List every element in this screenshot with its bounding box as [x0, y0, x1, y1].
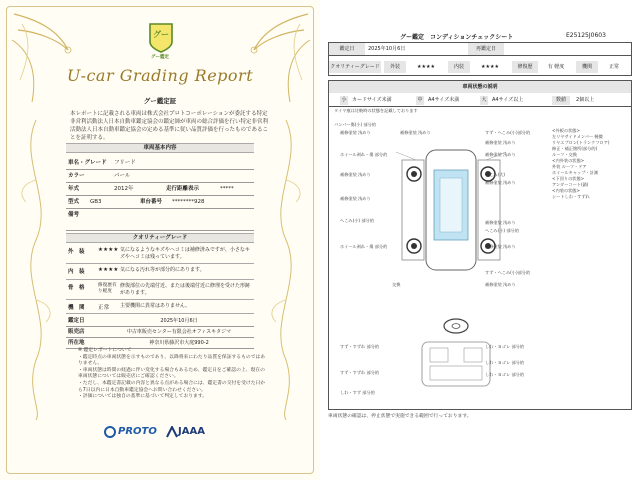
- header-divider: [329, 55, 631, 56]
- damage-label: 補修塗装 浅めり: [485, 282, 516, 287]
- grade-row-interior: [66, 264, 254, 280]
- grade-key: 骨 格: [68, 285, 85, 291]
- legend-line: ルーフ・交換: [552, 152, 577, 157]
- reinspection-label: 再鑑定日: [468, 43, 504, 55]
- damage-label: 補修塗装 浅めり: [340, 130, 371, 135]
- damage-label: ホイール剥れ・傷 部分的: [340, 152, 388, 157]
- damage-label: しわ・ヨゴレ 部分的: [485, 360, 525, 365]
- size-key-medium: 中: [417, 97, 423, 103]
- certificate-subtitle: グー鑑定証: [143, 97, 177, 105]
- legend-line: シートしわ・すずれ: [552, 194, 590, 199]
- car-diagram-icon: [396, 130, 506, 390]
- inspection-date-label: 鑑定日: [329, 43, 365, 55]
- grade-desc: 修復部位の先端付近、または後端付近に修理を受けた形跡があります。: [120, 283, 251, 296]
- goo-kantei-badge-icon: [148, 22, 174, 54]
- mileage-value: *****: [220, 186, 234, 192]
- size-value-medium: A4サイズ未満: [428, 97, 460, 103]
- remarks-label: 備考: [68, 212, 80, 218]
- jaaa-logo-icon: [166, 426, 178, 438]
- ornament-left-vine: [8, 120, 64, 420]
- grade-desc: 気になるようなキズやヘコミは補修済みですが、小さなキズやヘコミは残っています。: [120, 247, 250, 260]
- mileage-label: 走行距離表示: [166, 186, 200, 192]
- grade-stars: ★★★★: [98, 247, 119, 253]
- sheet-footer-note: 車両状態の確認は、停止状態で実施できる範囲で行っております。: [328, 414, 472, 419]
- damage-label: すず・へこみ(小)部分的: [485, 130, 531, 135]
- item-value-exterior: ★★★★: [417, 63, 435, 70]
- legend-line: ホイールキャップ・計測: [552, 170, 598, 175]
- vehicle-key: 年式: [68, 186, 80, 192]
- size-value-large: A4サイズ以上: [492, 97, 524, 103]
- ornament-top-left: [8, 10, 78, 110]
- certificate-title: U-car Grading Report: [66, 66, 254, 85]
- note-line: ※ 鑑定レポートについて: [78, 348, 132, 353]
- vehicle-section-header: 車両基本内容: [66, 143, 254, 153]
- certificate-intro: 本レポートに記載される車両は株式会社プロトコーポレーションが委託する特定非営利活動法人日本自動車鑑定協会の鑑定師が車両の総合評価を行い特定非営利活動法人日本自動車鑑定協会の定める基準に従い品質評価を行ったものであることを証明する。: [70, 111, 269, 141]
- damage-label: しわ・ヨゴレ 部分的: [485, 372, 525, 377]
- damage-label: すず・すずれ 部分的: [340, 344, 380, 349]
- damage-label: 補修塗装 浅めり: [485, 140, 516, 145]
- vehicle-row-remarks: [66, 209, 254, 231]
- item-key-engine: 機関: [576, 61, 598, 73]
- condition-legend: [552, 128, 622, 200]
- grade-row-exterior: [66, 244, 254, 264]
- legend-line: <内外装の状態>: [552, 158, 585, 163]
- damage-label: 補修塗装 浅めり: [485, 244, 516, 249]
- vehicle-row-year: [66, 183, 254, 196]
- damage-label: へこみ(大): [485, 172, 506, 177]
- note-line: ・ただし、本鑑定書記載の内容と異なる点がある場合には、鑑定書の交付を受けた日から7日以内に日本自動車鑑定協会へお問い合わせください。: [78, 380, 266, 393]
- legend-line: リヤエプロン(トランクフロア): [552, 140, 610, 145]
- vehicle-row-color: [66, 170, 254, 183]
- grade-key: 機 関: [68, 305, 85, 311]
- size-note: タイヤ痕は比較時の状態を記載しております: [334, 108, 418, 113]
- note-line: ・評価については独自の基準に基づいて判定しております。: [78, 394, 208, 400]
- damage-label: へこみ(小) 部分的: [340, 218, 374, 223]
- footer-row-dealer: [66, 327, 254, 338]
- sheet-title: グー鑑定 コンディションチェックシート: [400, 34, 514, 41]
- badge-label: グー鑑定: [151, 55, 169, 60]
- damage-label: 交換: [392, 282, 401, 287]
- quality-section-header: クオリティーグレード: [66, 233, 254, 243]
- size-value-count: 2個以上: [576, 97, 595, 103]
- chassis-value: ********928: [172, 199, 205, 205]
- damage-label: バンパー傷(小) 部分的: [334, 122, 376, 127]
- legend-line: 外装 ルーフ・ドア: [552, 164, 587, 169]
- item-value-repair: 有 軽度: [547, 63, 565, 70]
- footer-key: 鑑定日: [68, 318, 85, 324]
- vehicle-key: カラー: [68, 173, 85, 179]
- grade-desc: 主要機関に異常はありません。: [120, 303, 191, 309]
- footer-value: 2025年10月6日: [160, 318, 198, 324]
- damage-label: 補修塗装 浅めり: [340, 196, 371, 201]
- chassis-label: 車台番号: [140, 199, 163, 205]
- proto-logo-icon: [104, 426, 116, 438]
- vehicle-key: 車名・グレード: [68, 160, 107, 166]
- damage-label: 補修塗装 浅めり: [485, 220, 516, 225]
- certificate-notes: [78, 348, 268, 401]
- damage-label: ホイール剥れ・傷 部分的: [340, 244, 388, 249]
- note-line: ・車両状態は時間の経過に伴い変化する場合もあるため、鑑定日をご確認の上、現在の車両状態については販売店にご確認ください。: [78, 367, 265, 380]
- condition-check-sheet: [320, 0, 640, 480]
- legend-line: <外板の状態>: [552, 128, 580, 133]
- damage-label: へこみ(小) 部分的: [485, 228, 519, 233]
- condition-header: 車両状態の説明: [329, 81, 631, 93]
- vehicle-value: フリード: [114, 160, 136, 166]
- sheet-number: E25125J0603: [566, 32, 606, 39]
- legend-line: 修正・補正箇所(部分的): [552, 146, 598, 151]
- svg-text:グー: グー: [153, 30, 169, 39]
- footer-value: 神奈川県藤沢市大庭990-2: [149, 340, 209, 346]
- vehicle-value: GB3: [90, 199, 102, 205]
- damage-label: 補修塗装 浅めり: [485, 152, 516, 157]
- grade-stars: ★★★★: [98, 267, 119, 273]
- item-key-interior: 内装: [448, 61, 470, 73]
- size-key-small: 小: [341, 97, 347, 103]
- legend-line: <下回りの状態>: [552, 176, 585, 181]
- damage-label: しわ・すず 部分的: [340, 390, 375, 395]
- grade-key: 内 装: [68, 269, 85, 275]
- item-key-repair: 修復歴: [512, 61, 538, 73]
- damage-label: しわ・ヨゴレ 部分的: [485, 344, 525, 349]
- damage-label: すず・すずれ 部分的: [340, 370, 380, 375]
- vehicle-row-name: [66, 157, 254, 170]
- damage-label: 補修塗装 浅めり: [400, 130, 431, 135]
- legend-line: アンダーコート(錆): [552, 182, 589, 187]
- proto-logo: PROTO: [118, 426, 157, 437]
- damage-label: 補修塗装 浅めり: [485, 180, 516, 185]
- item-value-interior: ★★★★: [481, 63, 499, 70]
- grade-stars: 正常: [98, 305, 110, 311]
- item-key-exterior: 外装: [384, 61, 406, 73]
- grade-desc: 気になる汚れ等が部分的にあります。: [120, 267, 205, 273]
- note-line: ・鑑定時点の車両状態を示すものであり、以降将来にわたり品質を保証するものではありません。: [78, 354, 266, 367]
- legend-line: <内装の状態>: [552, 188, 580, 193]
- footer-value: 中古車販売センター有限会社オフィスキタジマ: [126, 329, 232, 335]
- footer-row-date: [66, 316, 254, 327]
- grade-row-engine: [66, 300, 254, 314]
- grade-stars: 修復歴有り軽度: [98, 283, 117, 294]
- ornament-top-right: [244, 10, 314, 110]
- size-key-count: 数値: [552, 96, 570, 105]
- legend-line: 左リヤサイドメンバー 軽微: [552, 134, 603, 139]
- grade-row-frame: [66, 280, 254, 300]
- size-key-large: 大: [481, 97, 487, 103]
- vehicle-value: 2012年: [114, 186, 134, 192]
- item-value-engine: 正常: [608, 63, 619, 70]
- grade-key: 外 装: [68, 249, 85, 255]
- jaaa-logo: JAAA: [178, 426, 205, 437]
- vehicle-key: 型式: [68, 199, 80, 205]
- inspection-date-value: 2025年10月6日: [368, 45, 406, 52]
- damage-label: 補修塗装 浅めり: [340, 172, 371, 177]
- damage-label: すず・へこみ(小)部分的: [485, 270, 531, 275]
- quality-label: クオリティーグレード: [329, 61, 381, 73]
- footer-key: 販売店: [68, 329, 85, 335]
- footer-key: 所在地: [68, 340, 85, 346]
- size-value-small: カードサイズ未満: [352, 97, 392, 103]
- vehicle-row-model: [66, 196, 254, 209]
- vehicle-value: パール: [114, 173, 131, 179]
